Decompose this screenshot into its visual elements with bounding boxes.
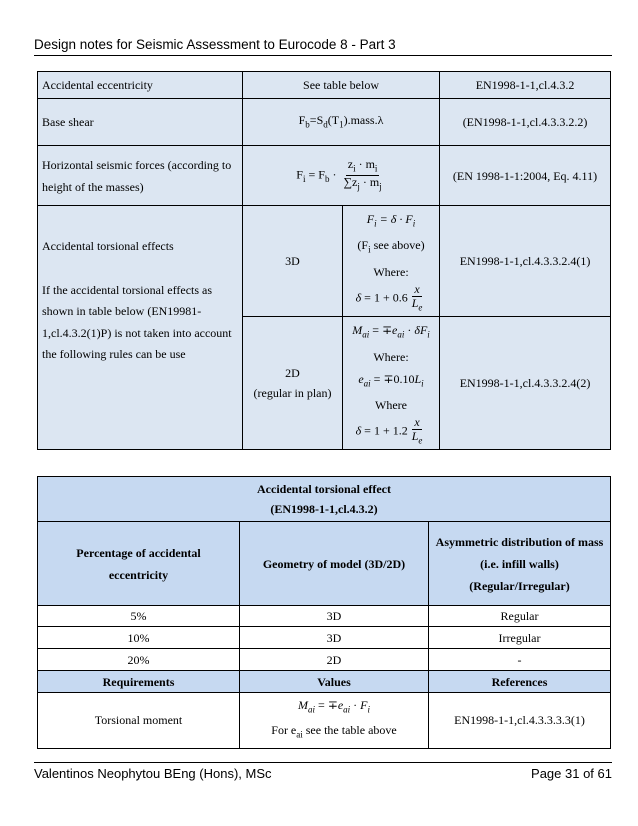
accidental-eccentricity-value: See table below [243, 72, 440, 99]
col3-line3: (Regular/Irregular) [469, 578, 570, 593]
values-header: Values [240, 671, 429, 693]
dist-cell: Regular [429, 606, 611, 627]
table-row [38, 649, 611, 671]
torsion-3d-ref: EN1998-1-1,cl.4.3.3.2.4(1) [440, 206, 611, 317]
accidental-torsion-note: If the accidental torsional effects as shown in table below (EN19981-1,cl.4.3.2(1)P) is not taken into account the following rules can be use [42, 282, 232, 361]
col-geometry-header: Geometry of model (3D/2D) [240, 522, 429, 606]
page-footer [34, 766, 612, 781]
horizontal-forces-label: Horizontal seismic forces (according to height of the masses) [38, 146, 243, 206]
where-2d-label: Where: [373, 349, 409, 364]
pct-cell: 5% [38, 606, 240, 627]
footer-author: Valentinos Neophytou BEng (Hons), MSc [34, 766, 272, 781]
base-shear-label: Base shear [38, 99, 243, 146]
page-header: Design notes for Seismic Assessment to Eurocode 8 - Part 3 [34, 37, 396, 52]
requirements-header: Requirements [38, 671, 240, 693]
geom-cell: 2D [240, 649, 429, 671]
where-3d-label: Where: [373, 264, 409, 279]
accidental-eccentricity-label: Accidental eccentricity [38, 72, 243, 99]
model-2d-label [243, 317, 343, 450]
footer-page-number: Page 31 of 61 [531, 766, 612, 781]
col3-line1: Asymmetric distribution of mass [435, 534, 604, 549]
col3-line2: (i.e. infill walls) [480, 556, 559, 571]
torsional-moment-formula: $M_{ai} = \mp e_{ai} \cdot F_i$ For $e_{ai}$ see the table above [240, 693, 429, 749]
table2-title [38, 477, 611, 522]
where-2d-label-2: Where [375, 397, 407, 412]
accidental-torsion-table [37, 476, 611, 749]
horizontal-forces-ref: (EN 1998-1-1:2004, Eq. 4.11) [440, 146, 611, 206]
model-2d-subtext: (regular in plan) [253, 386, 332, 401]
pct-cell: 20% [38, 649, 240, 671]
accidental-torsion-title: Accidental torsional effects [42, 239, 174, 253]
formula-2d: $M_{ai} = \mp e_{ai} \cdot \delta F_i$ Where: $e_{ai} = \mp 0.10L_i$ Where δ = 1 + 1.2 $\frac{x}{L_e}$ [343, 317, 440, 450]
col-distribution-header [429, 522, 611, 606]
horizontal-forces-formula: $F_i = F_b$ · $\frac{z_i \cdot m_i}{\sum z_j \cdot m_j}$ [243, 146, 440, 206]
accidental-torsion-label [38, 206, 243, 450]
dist-cell: Irregular [429, 627, 611, 649]
table-row [38, 627, 611, 649]
torsional-moment-ref: EN1998-1-1,cl.4.3.3.3.3(1) [429, 693, 611, 749]
base-shear-ref: (EN1998-1-1,cl.4.3.3.2.2) [440, 99, 611, 146]
table2-title-line2: (EN1998-1-1,cl.4.3.2) [270, 502, 378, 516]
model-3d-label: 3D [243, 206, 343, 317]
dist-cell: - [429, 649, 611, 671]
accidental-eccentricity-ref: EN1998-1-1,cl.4.3.2 [440, 72, 611, 99]
model-2d-text: 2D [285, 366, 300, 381]
table2-title-line1: Accidental torsional effect [257, 482, 391, 496]
seismic-parameters-table [37, 71, 611, 450]
footer-divider [34, 762, 612, 763]
formula-3d: $F_i = \delta \cdot F_i$ ($F_i$ see above) Where: δ = 1 + 0.6 $\frac{x}{L_e}$ [343, 206, 440, 317]
torsion-2d-ref: EN1998-1-1,cl.4.3.3.2.4(2) [440, 317, 611, 450]
base-shear-formula: $F_b=S_d(T_1).mass.\lambda$ [243, 99, 440, 146]
geom-cell: 3D [240, 627, 429, 649]
geom-cell: 3D [240, 606, 429, 627]
header-divider [34, 55, 612, 56]
pct-cell: 10% [38, 627, 240, 649]
references-header: References [429, 671, 611, 693]
torsional-moment-label: Torsional moment [38, 693, 240, 749]
table-row [38, 606, 611, 627]
col-percentage-header: Percentage of accidental eccentricity [38, 522, 240, 606]
